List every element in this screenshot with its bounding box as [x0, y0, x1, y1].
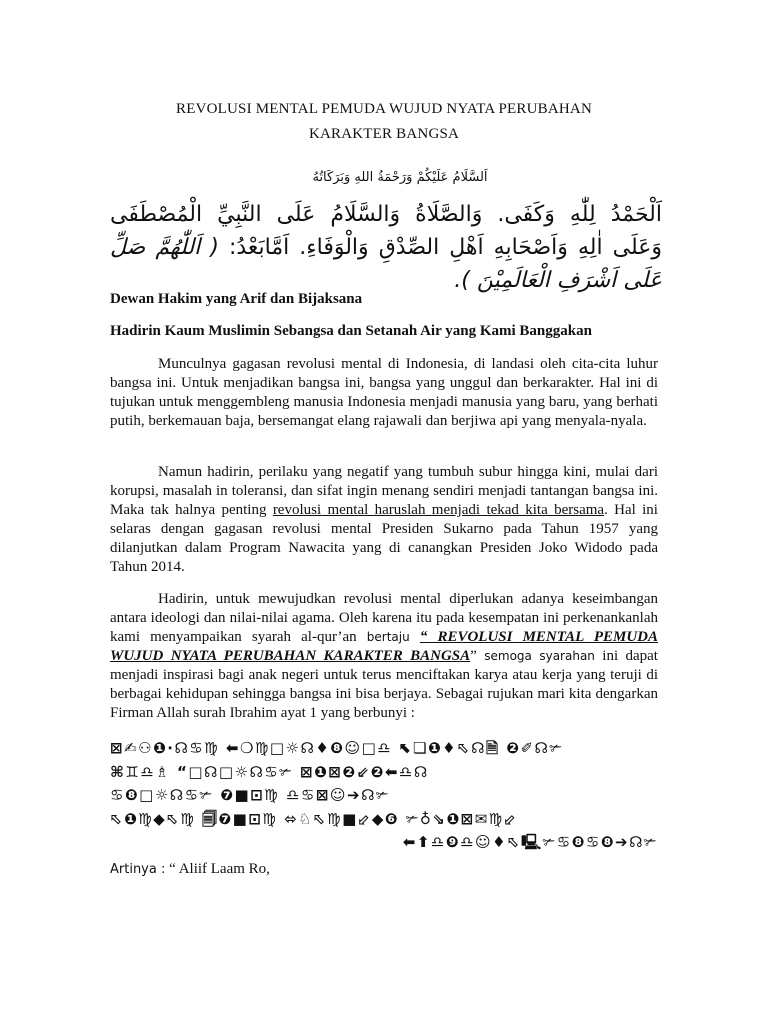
paragraph-3-text-a: Hadirin, untuk mewujudkan revolusi mental diperlukan adanya keseimbangan antara ideologi dan nilai-nilai agama. Oleh karena itu pada kesempatan ini perkenankanlah kami menyampaikan syarah al-qur’an	[110, 591, 658, 645]
paragraph-2-underlined: revolusi mental haruslah menjadi tekad kita bersama	[272, 502, 605, 518]
paragraph-1-text: Munculnya gagasan revolusi mental di Indonesia, di landasi oleh cita-cita luhur bangsa ini. Untuk menjadikan bangsa ini, bangsa yang unggul dan berkarakter. Hal ini di tujukan untuk menggembleng manusia Indonesia menjadi manusia yang baru, yang berhati putih, berkemauan baja, bersemangat elang rajawali dan berjiwa api yang menyala-nyala.	[110, 356, 658, 429]
verse-symbol-line-1: ⊠✍⚇❶⋅☊♋♍ ⬅❍♍□☼☊♦❽☺□♎ ⬉❏❶♦⬁☊🗎 ❷✐☊✃	[110, 739, 564, 757]
paragraph-3-close-quote: ”	[470, 648, 477, 664]
verse-symbol-line-5: ⬅⬆♎❾♎☺♦⬁🖳✃♋❽♋❽➔☊✃	[402, 833, 658, 852]
translation-line	[110, 861, 270, 878]
paragraph-3	[110, 590, 658, 723]
verse-symbol-line-3: ♋❽□☼☊♋✃ ❼■⊡♍ ♎♋⊠☺➔☊✃	[110, 786, 390, 805]
translation-label: Artinya :	[110, 862, 166, 877]
arabic-salam: اَلسَّلَامُ عَلَيْكُمْ وَرَحْمَةُ اللهِ وَبَرَكَاتُهُ	[312, 170, 488, 185]
arabic-opening-quote: ( اَللّٰهُمَّ صَلِّ عَلَى اَشْرَفِ الْعَالَمِيْنَ ).	[110, 235, 662, 293]
paragraph-2	[110, 463, 658, 577]
paragraph-3-theme: “ REVOLUSI MENTAL PEMUDA WUJUD NYATA PERUBAHAN KARAKTER BANGSA	[110, 629, 658, 664]
document-title-line-2: KARAKTER BANGSA	[308, 126, 460, 142]
document-title-line-1: REVOLUSI MENTAL PEMUDA WUJUD NYATA PERUBAHAN	[176, 101, 592, 117]
verse-symbol-line-4: ⬁❶♍◆⬁♍ 🗐❼■⊡♍ ⬄♘⬁♍■⬃◆❻ ✃♁⇘❶⊠✉♍⬃	[110, 809, 518, 828]
paragraph-1	[110, 355, 658, 431]
paragraph-3-small-2: semoga syarahan	[476, 649, 595, 663]
paragraph-2-text-a: Namun hadirin, perilaku yang negatif yang tumbuh subur hingga kini, mulai dari korupsi, masalah in toleransi, dan sifat ingin menang sendiri menjadi tantangan bangsa ini. Maka tak halnya penting	[110, 464, 658, 518]
arabic-opening	[110, 198, 662, 297]
greeting-heading-1: Dewan Hakim yang Arif dan Bijaksana	[110, 291, 363, 307]
translation-text: “ Aliif Laam Ro,	[165, 861, 270, 877]
greeting-heading-2: Hadirin Kaum Muslimin Sebangsa dan Setanah Air yang Kami Banggakan	[110, 323, 592, 339]
verse-symbol-line-2: ⌘♊♎♗ “□☊□☼☊♋✃ ⊠❶⊠❷⇙❷⬅♎☊	[110, 762, 429, 781]
quran-verse-symbol-font	[110, 737, 658, 855]
paragraph-3-text-b: ini dapat menjadi inspirasi bagi anak negeri untuk terus menciftakan karya atau kerja yang teruji di berbagai kehidupan sehingga bangsa ini bisa berjaya. Sebagai rujukan mari kita dengarkan Firman Allah surah Ibrahim ayat 1 yang berbunyi :	[110, 648, 658, 721]
arabic-opening-text: اَلْحَمْدُ لِلّٰهِ وَكَفَى. وَالصَّلَاةُ وَالسَّلَامُ عَلَى النَّبِيِّ الْمُصْطَفَى وَعَلَى اٰلِهِ وَاَصْحَابِهِ اَهْلِ الصِّدْقِ وَالْوَفَاءِ. اَمَّابَعْدُ:	[110, 202, 662, 260]
paragraph-2-text-b: . Hal ini selaras dengan gagasan revolusi mental Presiden Sukarno pada Tahun 1957 yang dilanjutkan dalam Program Nawacita yang di canangkan Presiden Joko Widodo pada Tahun 2014.	[110, 502, 658, 575]
paragraph-3-small-1: bertaju	[366, 630, 410, 644]
